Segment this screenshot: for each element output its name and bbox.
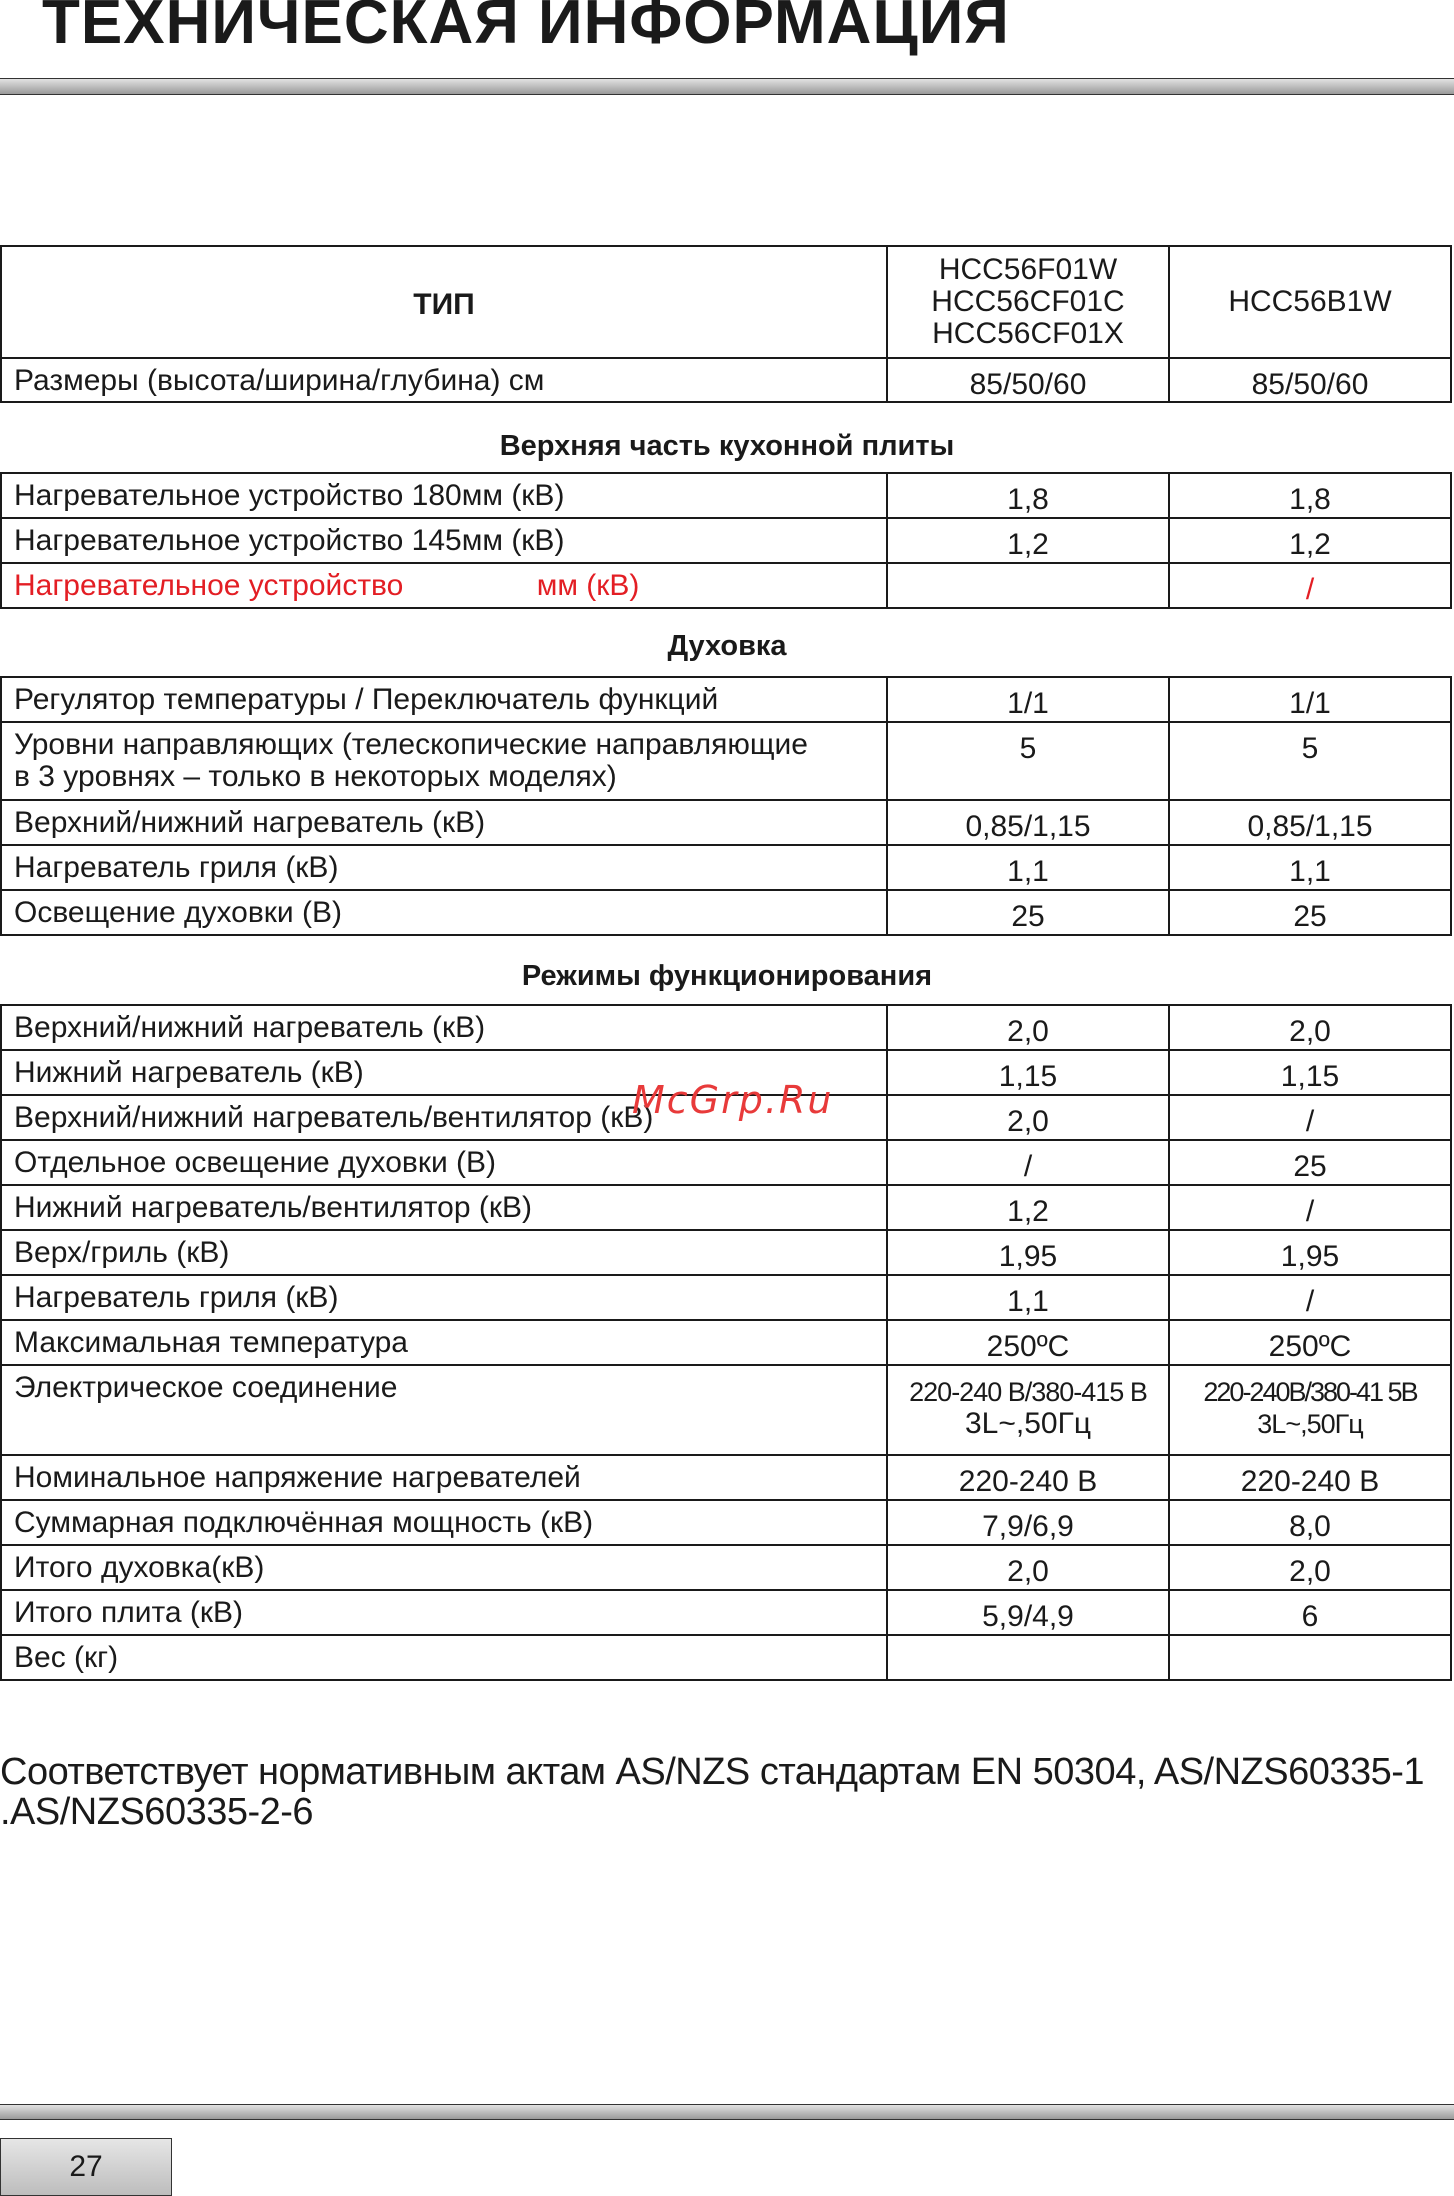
row-value-2: / — [1169, 1095, 1451, 1140]
dimensions-value-2: 85/50/60 — [1169, 358, 1451, 402]
table-row — [1, 1005, 1451, 1050]
row-label: Электрическое соединение — [1, 1365, 887, 1455]
table-row — [1, 1275, 1451, 1320]
row-value-1: 5,9/4,9 — [887, 1590, 1169, 1635]
compliance-line: .AS/NZS60335-2-6 — [0, 1791, 314, 1833]
table-row — [1, 358, 1451, 402]
row-value-1: 1,1 — [887, 845, 1169, 890]
page-number: 27 — [0, 2138, 172, 2196]
dimensions-label: Размеры (высота/ширина/глубина) см — [1, 358, 887, 402]
row-value-2: / — [1169, 563, 1451, 608]
table-row — [1, 1320, 1451, 1365]
row-value-1: 1/1 — [887, 677, 1169, 722]
row-label-unit: мм (кВ) — [536, 569, 640, 602]
row-label-line: Уровни направляющих (телескопические направляющие — [14, 728, 808, 761]
row-value-2: 1/1 — [1169, 677, 1451, 722]
row-value-1: 220-240 В — [887, 1455, 1169, 1500]
table-row — [1, 890, 1451, 935]
oven-table — [0, 676, 1452, 936]
type-header: ТИП — [1, 246, 887, 358]
row-label: Верхний/нижний нагреватель/вентилятор (кВ) — [1, 1095, 887, 1140]
table-row — [1, 1500, 1451, 1545]
table-row — [1, 473, 1451, 518]
row-value-1: 25 — [887, 890, 1169, 935]
table-row — [1, 722, 1451, 800]
row-value-1: 1,95 — [887, 1230, 1169, 1275]
table-row — [1, 1185, 1451, 1230]
table-row — [1, 246, 1451, 358]
table-row — [1, 845, 1451, 890]
row-label: Верх/гриль (кВ) — [1, 1230, 887, 1275]
row-label: Максимальная температура — [1, 1320, 887, 1365]
row-label: Освещение духовки (В) — [1, 890, 887, 935]
row-value-2: 220-240 В — [1169, 1455, 1451, 1500]
row-label: Номинальное напряжение нагревателей — [1, 1455, 887, 1500]
row-value-2: 0,85/1,15 — [1169, 800, 1451, 845]
row-value-1: 7,9/6,9 — [887, 1500, 1169, 1545]
row-value-1: 1,15 — [887, 1050, 1169, 1095]
row-label: Нижний нагреватель (кВ) — [1, 1050, 887, 1095]
row-value-1: / — [887, 1140, 1169, 1185]
row-value-2: 2,0 — [1169, 1005, 1451, 1050]
model-name: HCC56CF01X — [932, 317, 1124, 350]
phase-text: 3L~,50Гц — [964, 1407, 1092, 1440]
page-title: ТЕХНИЧЕСКАЯ ИНФОРМАЦИЯ — [42, 0, 1010, 57]
row-value-1: 2,0 — [887, 1095, 1169, 1140]
section-title-modes: Режимы функционирования — [521, 960, 933, 992]
row-value-2: 1,95 — [1169, 1230, 1451, 1275]
row-label-text: Нагревательное устройство — [14, 569, 404, 602]
row-label: Нагреватель гриля (кВ) — [1, 1275, 887, 1320]
dimensions-value-1: 85/50/60 — [887, 358, 1169, 402]
row-value-2: 250ºC — [1169, 1320, 1451, 1365]
top-divider-bar — [0, 78, 1454, 95]
row-value-1 — [887, 1365, 1169, 1455]
watermark: McGrp.Ru — [632, 1078, 834, 1122]
row-value-2: 8,0 — [1169, 1500, 1451, 1545]
row-value-1: 1,2 — [887, 518, 1169, 563]
model-name: HCC56CF01C — [931, 285, 1125, 318]
row-value-2: 1,15 — [1169, 1050, 1451, 1095]
table-row — [1, 1590, 1451, 1635]
table-row — [1, 1140, 1451, 1185]
table-row — [1, 563, 1451, 608]
table-row — [1, 1635, 1451, 1680]
row-value-2 — [1169, 1365, 1451, 1455]
table-row — [1, 1365, 1451, 1455]
row-label — [1, 563, 887, 608]
model-name: HCC56F01W — [938, 253, 1118, 286]
row-value-2: / — [1169, 1275, 1451, 1320]
row-value-2: 1,2 — [1169, 518, 1451, 563]
section-title-cooktop: Верхняя часть кухонной плиты — [499, 430, 955, 462]
row-label: Итого плита (кВ) — [1, 1590, 887, 1635]
row-label-line: в 3 уровнях – только в некоторых моделях) — [14, 760, 617, 793]
compliance-note — [0, 1752, 1454, 1832]
voltage-text: 220-240 В/380-415 В — [909, 1377, 1147, 1407]
row-value-1: 2,0 — [887, 1545, 1169, 1590]
row-value-2: 25 — [1169, 1140, 1451, 1185]
row-label: Суммарная подключённая мощность (кВ) — [1, 1500, 887, 1545]
table-row — [1, 1455, 1451, 1500]
row-label: Нагревательное устройство 180мм (кВ) — [1, 473, 887, 518]
model-header-table — [0, 245, 1452, 403]
row-label: Верхний/нижний нагреватель (кВ) — [1, 800, 887, 845]
row-value-2: 2,0 — [1169, 1545, 1451, 1590]
row-label: Регулятор температуры / Переключатель функций — [1, 677, 887, 722]
row-value-1: 2,0 — [887, 1005, 1169, 1050]
row-label: Верхний/нижний нагреватель (кВ) — [1, 1005, 887, 1050]
row-label: Нижний нагреватель/вентилятор (кВ) — [1, 1185, 887, 1230]
row-value-1: 1,2 — [887, 1185, 1169, 1230]
cooktop-table — [0, 472, 1452, 609]
row-label: Нагревательное устройство 145мм (кВ) — [1, 518, 887, 563]
row-value-1 — [887, 563, 1169, 608]
row-label: Вес (кг) — [1, 1635, 887, 1680]
row-value-2 — [1169, 1635, 1451, 1680]
row-label: Отдельное освещение духовки (В) — [1, 1140, 887, 1185]
row-label — [1, 722, 887, 800]
voltage-text: 220-240В/380-41 5В — [1203, 1377, 1417, 1407]
bottom-divider-bar — [0, 2104, 1454, 2120]
row-value-1: 0,85/1,15 — [887, 800, 1169, 845]
table-row — [1, 1545, 1451, 1590]
model-column-1-header — [887, 246, 1169, 358]
row-value-1: 1,8 — [887, 473, 1169, 518]
table-row — [1, 1230, 1451, 1275]
phase-text: 3L~,50Гц — [1257, 1409, 1363, 1439]
table-row — [1, 800, 1451, 845]
row-value-2: 1,8 — [1169, 473, 1451, 518]
row-value-2: / — [1169, 1185, 1451, 1230]
table-row — [1, 677, 1451, 722]
row-value-1: 250ºC — [887, 1320, 1169, 1365]
row-value-1: 5 — [887, 722, 1169, 800]
row-value-2: 1,1 — [1169, 845, 1451, 890]
row-value-1 — [887, 1635, 1169, 1680]
row-label: Итого духовка(кВ) — [1, 1545, 887, 1590]
row-value-1: 1,1 — [887, 1275, 1169, 1320]
row-value-2: 6 — [1169, 1590, 1451, 1635]
table-row — [1, 518, 1451, 563]
row-value-2: 5 — [1169, 722, 1451, 800]
row-value-2: 25 — [1169, 890, 1451, 935]
compliance-line: Соответствует нормативным актам AS/NZS стандартам EN 50304, AS/NZS60335-1 — [0, 1751, 1425, 1793]
row-label: Нагреватель гриля (кВ) — [1, 845, 887, 890]
section-title-oven: Духовка — [667, 630, 787, 662]
model-column-2-header: HCC56B1W — [1169, 246, 1451, 358]
